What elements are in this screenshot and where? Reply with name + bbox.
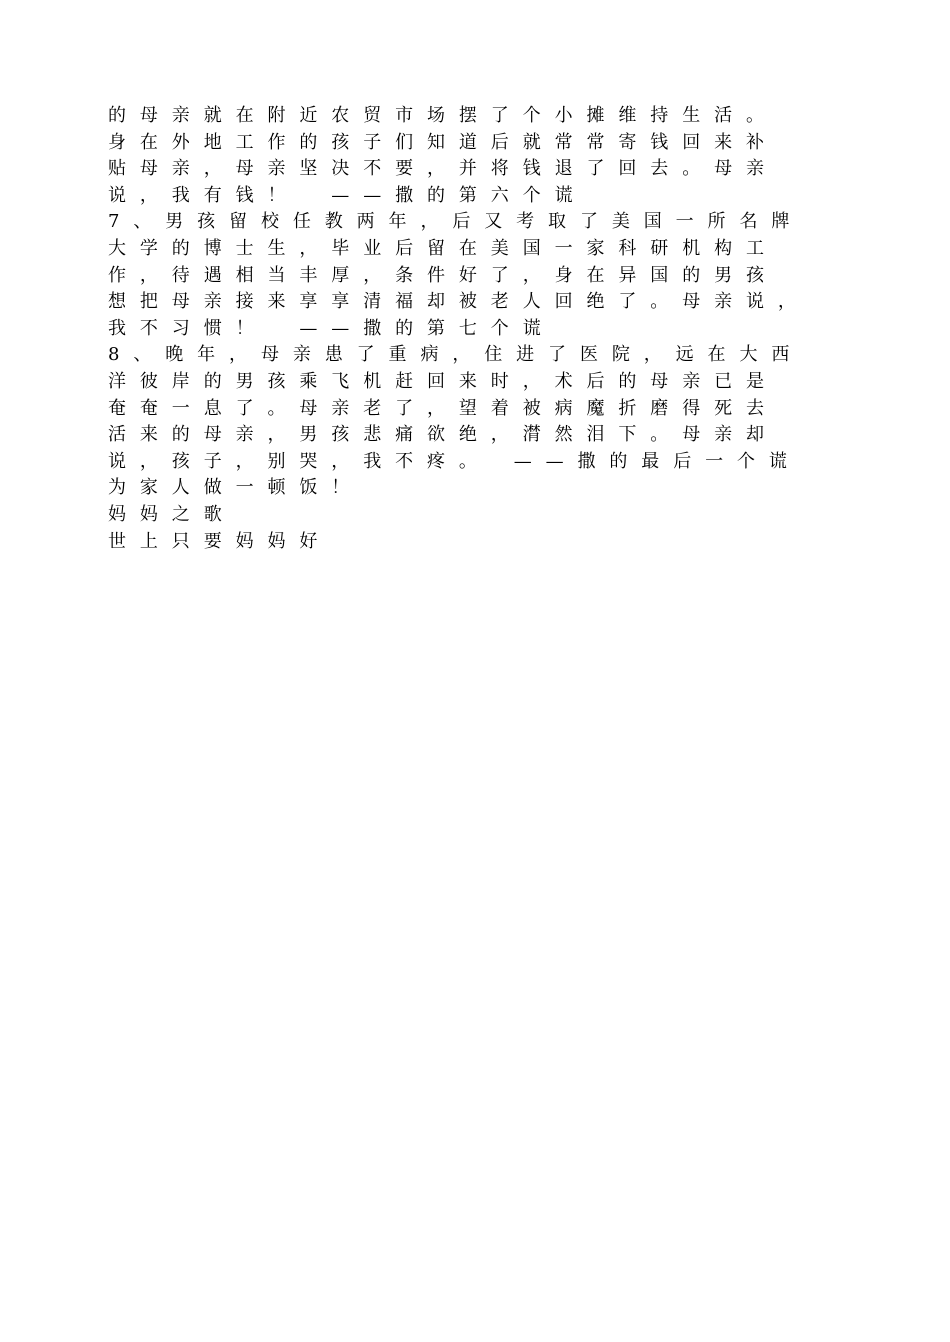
text-line: 想把母亲接来享享清福却被老人回绝了。母亲说，: [108, 291, 810, 313]
text-line: 说，我有钱！ ——撒的第六个谎: [108, 184, 587, 206]
text-line: 奄奄一息了。母亲老了，望着被病魔折磨得死去: [108, 397, 778, 419]
text-line: 世上只要妈妈好: [108, 530, 332, 552]
text-line: 活来的母亲，男孩悲痛欲绝，潸然泪下。母亲却: [108, 424, 778, 446]
text-line: 作，待遇相当丰厚，条件好了，身在异国的男孩: [108, 264, 778, 286]
text-line: 身在外地工作的孩子们知道后就常常寄钱回来补: [108, 131, 778, 153]
text-line: 我不习惯！ ——撒的第七个谎: [108, 317, 555, 339]
text-line: 贴母亲，母亲坚决不要，并将钱退了回去。母亲: [108, 158, 778, 180]
text-line: 为家人做一顿饭！: [108, 477, 364, 499]
text-line: 说，孩子，别哭，我不疼。 ——撒的最后一个谎: [108, 450, 801, 472]
text-line: 8、晚年，母亲患了重病，住进了医院，远在大西: [108, 344, 804, 366]
text-line: 洋彼岸的男孩乘飞机赶回来时，术后的母亲已是: [108, 370, 778, 392]
body-text: [108, 103, 868, 555]
text-line: 大学的博士生，毕业后留在美国一家科研机构工: [108, 237, 778, 259]
text-line: 7、男孩留校任教两年，后又考取了美国一所名牌: [108, 211, 804, 233]
text-line: 的母亲就在附近农贸市场摆了个小摊维持生活。: [108, 105, 778, 126]
text-line: 妈妈之歌: [108, 503, 236, 525]
